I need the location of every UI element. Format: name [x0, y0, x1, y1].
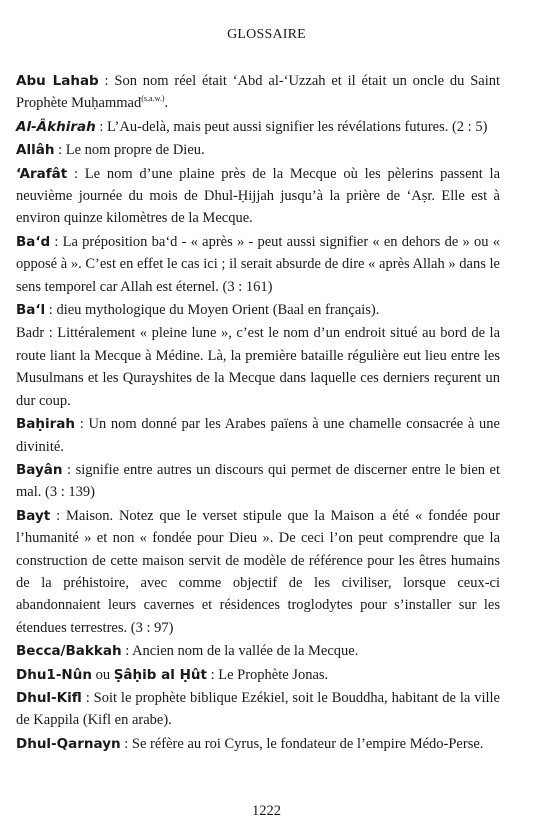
- glossary-term: Allâh: [16, 142, 55, 159]
- glossary-definition: signifie entre autres un discours qui permet de discerner entre le bien et mal. (3 : 139): [16, 461, 501, 501]
- separator: :: [81, 689, 94, 706]
- separator: :: [206, 666, 219, 683]
- glossary-definition: Ancien nom de la vallée de la Mecque.: [132, 643, 359, 660]
- glossary-term: Bayân: [16, 461, 63, 478]
- glossary-list: [16, 70, 500, 756]
- glossary-entry-allah: [16, 139, 500, 161]
- separator: :: [54, 142, 66, 159]
- glossary-entry-dhul-qarnayn: [16, 733, 500, 755]
- glossary-entry-badr: [16, 322, 500, 412]
- glossary-term: ‘Arafât: [16, 165, 68, 182]
- glossary-entry-dhul-nun: [16, 664, 500, 686]
- glossary-definition: Maison. Notez que le verset stipule que la Maison a été « fondée pour l’humanité » et non « fondée pour Dieu ». De ceci l’on peut comprendre que la construction de cette maison servit de modèle de référence pour les êtres humains de la préhistoire, avec comme objectif de les civiliser, lorsque ceux-ci abandonnaient leurs cavernes et résidences troglodytes pour s’installer sur les étendues terrestres. (3 : 97): [16, 507, 500, 636]
- separator: :: [45, 302, 57, 319]
- separator: :: [75, 416, 89, 433]
- glossary-entry-bad: [16, 231, 500, 298]
- separator: :: [67, 165, 85, 182]
- glossary-definition: Le nom propre de Dieu.: [65, 142, 205, 159]
- glossary-term: Ba‘d: [16, 233, 51, 250]
- glossary-definition: Le nom d’une plaine près de la Mecque où les pèlerins passent la neuvième journée du mois de Dhul-Ḥijjah jusqu’à la prière de ‘Aṣr. Elle est à environ quinze kilomètres de la Mecque.: [16, 165, 501, 227]
- glossary-entry-al-akhirah: [16, 116, 500, 138]
- separator: :: [121, 643, 133, 660]
- glossary-entry-bayt: [16, 505, 500, 639]
- glossary-term: Bayt: [16, 507, 51, 524]
- glossary-definition: Se réfère au roi Cyrus, le fondateur de l’empire Médo-Perse.: [131, 735, 484, 752]
- glossary-definition: La préposition ba‘d - « après » - peut aussi signifier « en dehors de » ou « opposé à ». C’est en effet le cas ici ; il serait absurde de dire « après Allah » dans le sens temporel car Allah est éternel. (3 : 161): [16, 233, 500, 295]
- glossary-term-alternate: Ṣâḥib al Ḥût: [113, 666, 207, 683]
- glossary-entry-abu-lahab: [16, 70, 500, 115]
- separator: :: [50, 233, 63, 250]
- glossary-definition: Littéralement « pleine lune », c’est le nom d’un endroit situé au bord de la route liant la Mecque à Médine. Là, la première bataille régulière eut lieu entre les Musulmans et les Qurayshites de la Mecque dans laquelle ces derniers reçurent un dur coup.: [16, 325, 500, 409]
- glossary-entry-dhul-kifl: [16, 687, 500, 732]
- separator: :: [50, 507, 66, 524]
- glossary-definition: Le Prophète Jonas.: [218, 666, 329, 683]
- glossary-term: Abu Lahab: [16, 73, 99, 89]
- separator: :: [62, 461, 76, 478]
- glossary-entry-bal: [16, 299, 500, 321]
- glossary-definition: L’Au-delà, mais peut aussi signifier les révélations futures. (2 : 5): [107, 118, 488, 135]
- glossary-entry-bayan: [16, 459, 500, 504]
- glossary-definition: Soit le prophète biblique Ezékiel, soit le Bouddha, habitant de la ville de Kappila (Kifl en arabe).: [16, 689, 500, 729]
- glossary-term: Baḥirah: [16, 416, 76, 433]
- definition-tail: .: [164, 95, 169, 112]
- glossary-term: Dhul-Kifl: [16, 689, 82, 706]
- glossary-term: Dhul-Qarnayn: [16, 735, 121, 752]
- glossary-term: Becca/Bakkah: [16, 643, 122, 660]
- separator: :: [44, 325, 58, 342]
- separator: :: [95, 118, 108, 135]
- glossary-term: Al-Âkhirah: [16, 118, 96, 135]
- glossary-definition: Son nom réel était ‘Abd al-‘Uzzah et il était un oncle du Saint Prophète Muḥammad: [16, 73, 500, 112]
- glossary-term: Ba‘l: [16, 302, 46, 319]
- honorific-superscript: (s.a.w.): [141, 94, 165, 104]
- glossary-term: Badr: [16, 325, 45, 342]
- page-title: GLOSSAIRE: [227, 27, 306, 42]
- glossary-definition: Un nom donné par les Arabes païens à une chamelle consacrée à une divinité.: [16, 416, 500, 455]
- glossary-definition: dieu mythologique du Moyen Orient (Baal en français).: [56, 302, 380, 319]
- glossary-entry-arafat: [16, 163, 500, 230]
- term-connector: ou: [91, 666, 114, 683]
- page-number: 1222: [252, 803, 281, 819]
- glossary-entry-bahirah: [16, 413, 500, 458]
- separator: :: [98, 73, 115, 89]
- glossary-term: Dhu1-Nûn: [16, 666, 92, 683]
- separator: :: [120, 735, 132, 752]
- glossary-entry-becca-bakkah: [16, 640, 500, 662]
